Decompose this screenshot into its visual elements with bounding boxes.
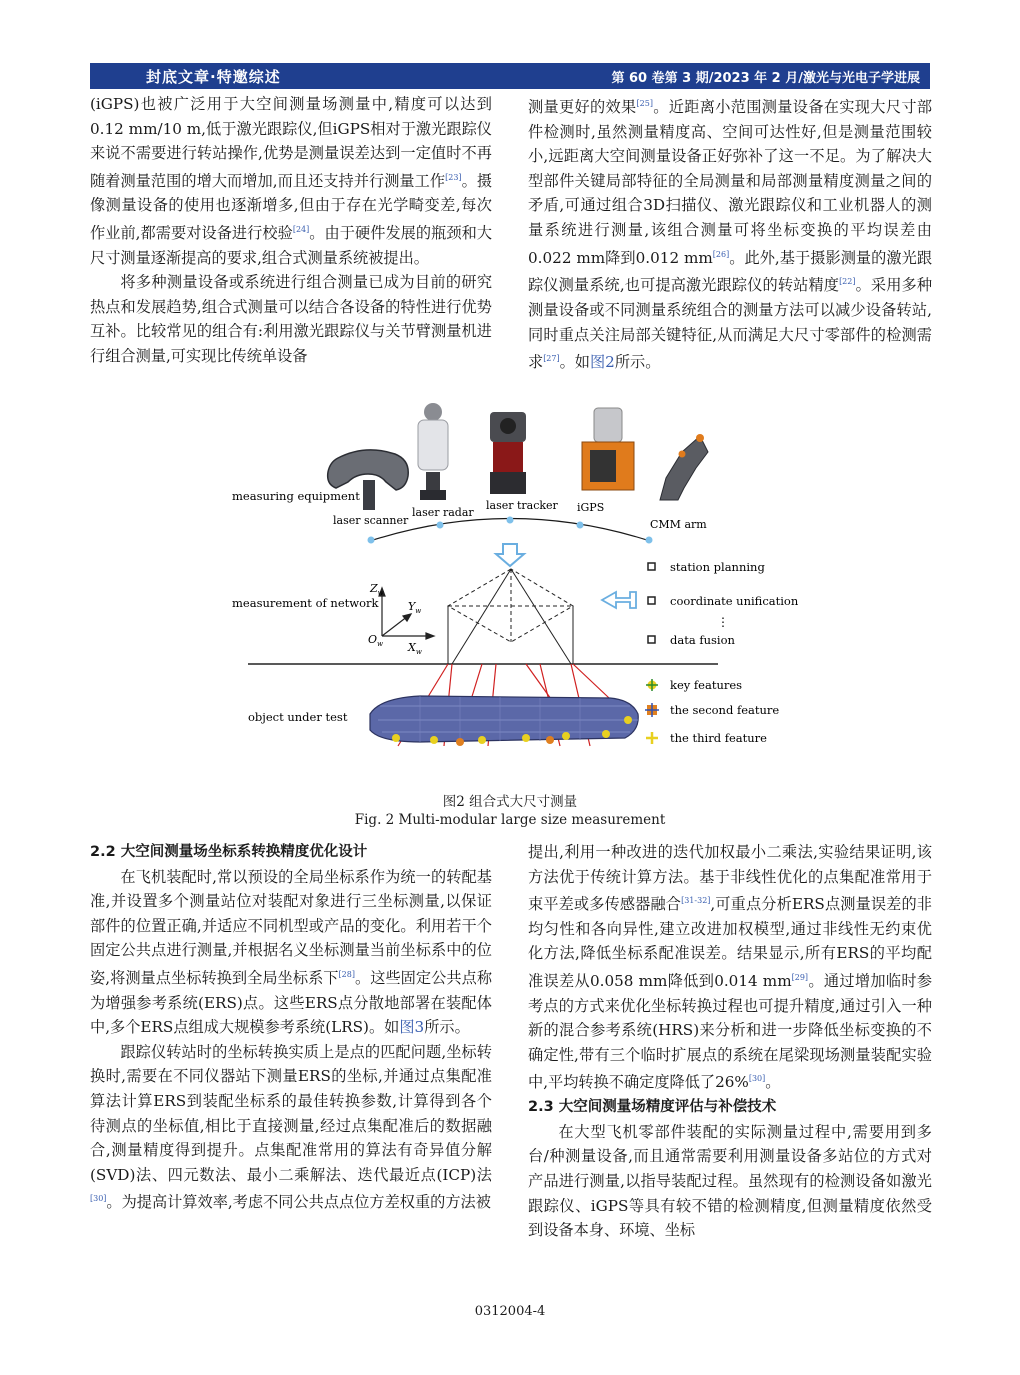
header-right: 第 60 卷第 3 期/2023 年 2 月/激光与光电子学进展 [611, 71, 920, 86]
device-label-laser-scanner: laser scanner [333, 514, 409, 527]
third-feature-icon [646, 732, 658, 744]
text: 。如 [559, 353, 590, 372]
key-feature-icon [646, 679, 658, 691]
text: 。采用多种测量设备或不同测量系统组合的测量方法可以减少设备转站,同时重点关注局部关键特征,从而满足大尺寸零部件的检测需求 [528, 276, 933, 372]
paragraph: 在大型飞机零部件装配的实际测量过程中,需要用到多台/种测量设备,而且通常需要利用测量设备多站位的方式对产品进行测量,以指导装配过程。虽然现有的检测设备如激光跟踪仪、iGPS等具有较不错的检测精度,但测量精度依然受到设备本身、环境、坐标 [528, 1122, 932, 1240]
device-dot [577, 522, 584, 529]
text: 。近距离小范围测量设备在实现大尺寸部件检测时,虽然测量精度高、空间可达性好,但是测量范围较小,远距离大空间测量设备正好弥补了这一不足。为了解决大型部件关键局部特征的全局测量和局部测量精度测量之间的矛盾,可通过组合3D扫描仪、激光跟踪仪和工业机器人的测量系统进行测量,该组合测量可将坐标变换的平均误差由0.022 mm降到0.012 mm [528, 98, 933, 267]
igps-image [582, 408, 634, 490]
paragraph [90, 92, 492, 270]
caption-cn: 图2 组合式大尺寸测量 [442, 794, 578, 810]
caption-en: Fig. 2 Multi-modular large size measurement [354, 812, 666, 828]
citation[interactable]: [23] [445, 172, 462, 182]
paragraph: 将多种测量设备或系统进行组合测量已成为目前的研究热点和发展趋势,组合式测量可以结合各设备的特性进行优势互补。比较常见的组合有:利用激光跟踪仪与关节臂测量机进行组合测量,可实现比传统单设备 [90, 273, 492, 366]
citation[interactable]: [22] [839, 277, 856, 287]
bullet-icon [648, 563, 655, 570]
row-label-network: measurement of network [232, 596, 379, 610]
row-label-equipment: measuring equipment [232, 489, 360, 503]
device-dot [437, 522, 444, 529]
running-header [90, 63, 930, 89]
cmm-arm-image [660, 434, 708, 500]
axis-origin-label: $O_w$ [368, 633, 384, 648]
feature-third: the third feature [670, 731, 767, 745]
text: 。这些固定公共点称为增强参考系统(ERS)点。这些ERS点分散地部署在装配体中,多个ERS点组成大规模参考系统(LRS)。如 [90, 969, 493, 1037]
axis-y-label: $Y_w$ [408, 600, 422, 615]
left-arrow-icon [602, 592, 636, 608]
text: 所示。 [614, 353, 661, 372]
step-ellipsis: ⋮ [717, 615, 729, 629]
text: (iGPS)也被广泛用于大空间测量场测量中,精度可以达到0.12 mm/10 m,低于激光跟踪仪,但iGPS相对于激光跟踪仪来说不需要进行转站操作,优势是测量误差达到一定值时不再随着测量范围的增大而增加,而且还支持并行测量工作 [90, 95, 492, 190]
device-label-laser-radar: laser radar [412, 506, 474, 519]
bullet-icon [648, 636, 655, 643]
citation[interactable]: [26] [712, 249, 730, 259]
citation[interactable]: [27] [543, 354, 560, 364]
step-coordinate-unification: coordinate unification [670, 594, 799, 608]
citation[interactable]: [31-32] [681, 896, 711, 906]
section-heading: 2.2 大空间测量场坐标系转换精度优化设计 [90, 844, 368, 860]
citation[interactable]: [30] [748, 1074, 766, 1084]
axis-x-label: $X_w$ [408, 641, 422, 656]
column-top-right [528, 92, 932, 375]
text: 在飞机装配时,常以预设的全局坐标系作为统一的转配基准,并设置多个测量站位对装配对象进行三坐标测量,以保证部件的位置正确,并适应不同机型或产品的变化。利用若干个固定公共点进行测量,并根据名义坐标测量当前坐标系中的位姿,将测量点坐标转换到全局坐标系下 [90, 867, 492, 988]
device-dot [368, 537, 375, 544]
figure-2 [220, 396, 800, 786]
axis-z-label: $Z_w$ [370, 582, 384, 597]
text: 。摄像测量设备的使用也逐渐增多,但由于存在光学畸变差,每次作业前,都需要对设备进行校验 [90, 171, 493, 243]
step-data-fusion: data fusion [670, 633, 735, 647]
second-feature-icon [645, 703, 659, 717]
step-station-planning: station planning [670, 560, 765, 574]
citation[interactable]: [30] [90, 1194, 107, 1204]
bullet-icon [648, 597, 655, 604]
text: 测量更好的效果 [528, 98, 637, 117]
section-heading: 2.3 大空间测量场精度评估与补偿技术 [528, 1099, 777, 1116]
text: 。为提高计算效率,考虑不同公共点点位方差权重的方法被 [106, 1193, 491, 1212]
network-diagram [448, 569, 573, 664]
figure-diagram [220, 396, 800, 786]
column-bottom-left [90, 840, 492, 1215]
feature-key: key features [670, 678, 743, 692]
column-top-left [90, 92, 492, 369]
paragraph [90, 865, 492, 1040]
figure-link[interactable]: 图3 [399, 1018, 425, 1037]
paragraph [90, 1040, 492, 1215]
text: 。此外,基于摄影测量的激光跟踪仪测量系统,也可提高激光跟踪仪的转站精度 [528, 248, 933, 295]
fuselage-image [370, 696, 638, 746]
device-dot [507, 517, 514, 524]
device-label-cmm-arm: CMM arm [650, 518, 707, 531]
paragraph [528, 840, 932, 1095]
text: ,可重点分析ERS点测量误差的非均匀性和各向异性,建立改进加权模型,通过非线性无约束优化方法,降低坐标系配准误差。结果显示,所有ERS的平均配准误差从0.058 mm降低到0.014 mm [528, 895, 932, 991]
citation[interactable]: [25] [636, 99, 653, 108]
page-number: 0312004-4 [474, 1304, 546, 1319]
header-left: 封底文章·特邀综述 [146, 68, 281, 86]
device-dot [646, 537, 653, 544]
device-label-igps: iGPS [577, 501, 605, 514]
text: 。 [765, 1073, 781, 1092]
text: 。由于硬件发展的瓶颈和大尺寸测量逐渐提高的要求,组合式测量系统被提出。 [90, 224, 493, 267]
citation[interactable]: [29] [791, 973, 809, 983]
device-label-laser-tracker: laser tracker [486, 499, 558, 512]
paragraph [528, 92, 932, 375]
column-bottom-right [528, 840, 932, 1243]
citation[interactable]: [28] [338, 969, 355, 979]
laser-tracker-image [490, 412, 526, 494]
laser-radar-image [418, 403, 448, 500]
down-arrow-icon [496, 544, 524, 566]
row-label-object: object under test [248, 710, 348, 724]
coordinate-axes [379, 588, 434, 639]
feature-second: the second feature [670, 703, 780, 717]
text: 跟踪仪转站时的坐标转换实质上是点的匹配问题,坐标转换时,需要在不同仪器站下测量ERS的坐标,并通过点集配准算法计算ERS到装配坐标系的最佳转换参数,计算得到各个待测点的坐标值,相比于直接测量,经过点集配准后的数据融合,测量精度得到提升。点集配准常用的算法有奇异值分解(SVD)法、四元数法、最小二乘解法、迭代最近点(ICP)法 [90, 1042, 492, 1184]
figure-link[interactable]: 图2 [589, 353, 615, 372]
text: 。通过增加临时参考点的方式来优化坐标转换过程也可提升精度,通过引入一种新的混合参考系统(HRS)来分析和进一步降低坐标变换的不确定性,带有三个临时扩展点的系统在尾梁现场测量装配实验中,平均转换不确定度降低了26% [528, 972, 933, 1092]
text: 提出,利用一种改进的迭代加权最小二乘法,实验结果证明,该方法优于传统计算方法。基于非线性优化的点集配准常用于束平差或多传感器融合 [528, 843, 932, 914]
text: 所示。 [424, 1018, 470, 1037]
citation[interactable]: [24] [292, 225, 310, 235]
